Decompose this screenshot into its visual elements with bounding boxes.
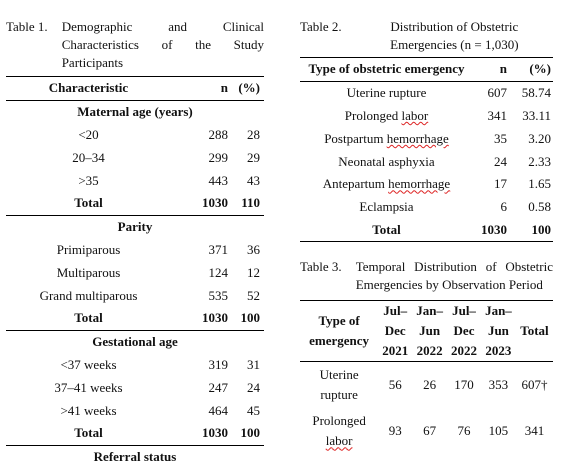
table2-row bbox=[300, 173, 553, 196]
table1-total-cell: 1030 bbox=[202, 310, 228, 326]
table3-row bbox=[300, 362, 553, 409]
table1-cell: 371 bbox=[208, 241, 228, 257]
table2 bbox=[300, 57, 553, 242]
table3-header-line: Type of bbox=[318, 313, 360, 329]
table2-type-word: Eclampsia bbox=[359, 199, 414, 215]
table2-n-cell: 24 bbox=[494, 153, 507, 169]
table1-cell: >41 weeks bbox=[60, 402, 117, 418]
table1-total-row bbox=[6, 422, 264, 445]
table3-header-line: Dec bbox=[384, 323, 406, 339]
table1-cell: 288 bbox=[208, 126, 228, 142]
table3-value-cell: 341 bbox=[524, 423, 545, 439]
table2-row bbox=[300, 150, 553, 173]
table3-value-cell: 93 bbox=[388, 423, 402, 439]
table1-cell: 299 bbox=[208, 149, 228, 165]
table1-section-heading-row bbox=[6, 445, 264, 468]
table2-total-cell: Total bbox=[372, 221, 401, 237]
table1-section-heading-row bbox=[6, 330, 264, 353]
table3-type-cell bbox=[300, 408, 378, 454]
table2-total-cell: 100 bbox=[531, 221, 551, 237]
table1-cell: <20 bbox=[78, 126, 99, 142]
table1-cell: Multiparous bbox=[56, 264, 121, 280]
table3-header-line: emergency bbox=[309, 333, 370, 349]
table1-cell: 43 bbox=[247, 172, 260, 188]
table3-title: Temporal Distribution of Obstetric Emergencies by Observation Period bbox=[355, 259, 553, 293]
table1-row bbox=[6, 146, 264, 169]
table2-row bbox=[300, 105, 553, 128]
table1-cell: 464 bbox=[208, 402, 228, 418]
table3-value-cell: 607† bbox=[521, 377, 548, 393]
table1-header-pct: (%) bbox=[238, 80, 260, 96]
table1-section-heading: Referral status bbox=[93, 449, 177, 465]
table1-body bbox=[6, 100, 264, 468]
table1-cell: 535 bbox=[208, 287, 228, 303]
table2-type-word: rupture bbox=[388, 85, 427, 101]
table2-total-cell: 1030 bbox=[481, 221, 507, 237]
table3-type-word: labor bbox=[325, 433, 353, 449]
table1-section-heading-row bbox=[6, 215, 264, 238]
table2-caption bbox=[300, 18, 553, 54]
table3-header-cell bbox=[300, 301, 378, 362]
table3-header-line: 2022 bbox=[416, 343, 443, 359]
table2-label: Table 2. bbox=[300, 19, 342, 34]
table3-header-cell bbox=[378, 301, 412, 362]
table3-value-cell: 67 bbox=[423, 423, 437, 439]
table2-type-cell bbox=[300, 196, 473, 219]
table1-label: Table 1. bbox=[6, 19, 48, 34]
table1 bbox=[6, 76, 264, 469]
table1-cell: 36 bbox=[247, 241, 260, 257]
table2-row bbox=[300, 196, 553, 219]
table3-value-cell: 56 bbox=[388, 377, 402, 393]
table1-caption bbox=[6, 18, 264, 72]
table3-value-cell: 170 bbox=[454, 377, 474, 393]
table3-value-cell: 353 bbox=[488, 377, 509, 393]
table1-row bbox=[6, 399, 264, 422]
table2-body bbox=[300, 81, 553, 242]
table1-section-heading: Gestational age bbox=[92, 334, 178, 350]
table3-label: Table 3. bbox=[300, 259, 342, 275]
table3-type-line: Uterine bbox=[319, 367, 359, 383]
table1-header-n: n bbox=[220, 80, 228, 96]
table2-type-word: Prolonged bbox=[344, 107, 399, 123]
table2-type-word: labor bbox=[401, 107, 429, 123]
table1-header-characteristic: Characteristic bbox=[48, 80, 129, 96]
table1-section-heading: Maternal age (years) bbox=[77, 104, 193, 120]
table3-type-line bbox=[300, 431, 378, 451]
table1-total-cell: 1030 bbox=[202, 425, 228, 441]
table3 bbox=[300, 300, 553, 454]
table3-value-cell: 76 bbox=[457, 423, 471, 439]
table1-total-row bbox=[6, 192, 264, 215]
table2-pct-cell: 58.74 bbox=[521, 85, 551, 101]
table3-header-line: 2022 bbox=[451, 343, 478, 359]
table3-header-line: Jul– bbox=[383, 303, 408, 319]
table2-type-word: Antepartum bbox=[322, 176, 385, 192]
table2-type-word: Postpartum bbox=[324, 130, 384, 146]
table3-header-line: Jul– bbox=[452, 303, 476, 319]
table3-header-line: Jun bbox=[487, 323, 509, 339]
table2-row bbox=[300, 127, 553, 150]
table1-title: Demographic and Clinical Characteristics of the Study Participants bbox=[61, 19, 264, 70]
table1-cell: Primiparous bbox=[56, 241, 121, 257]
table3-caption bbox=[300, 258, 553, 294]
table2-type-cell bbox=[300, 173, 473, 196]
table1-total-cell: 1030 bbox=[202, 195, 228, 211]
table3-body bbox=[300, 362, 553, 455]
table1-cell: 24 bbox=[247, 379, 260, 395]
table1-cell: 319 bbox=[208, 356, 228, 372]
table1-total-cell: 100 bbox=[240, 310, 260, 326]
table2-n-cell: 17 bbox=[494, 176, 507, 192]
table1-row bbox=[6, 169, 264, 192]
table2-pct-cell: 2.33 bbox=[528, 153, 551, 169]
table1-row bbox=[6, 376, 264, 399]
table1-cell: 28 bbox=[247, 126, 260, 142]
table1-row bbox=[6, 124, 264, 147]
table3-header-cell bbox=[447, 301, 481, 362]
table1-total-cell: 110 bbox=[241, 195, 260, 211]
table1-row bbox=[6, 261, 264, 284]
table3-type-line: rupture bbox=[320, 387, 358, 403]
table2-total-row bbox=[300, 219, 553, 242]
table3-type-cell bbox=[300, 362, 378, 409]
table3-header-line: Jun bbox=[419, 323, 441, 339]
table1-cell: 247 bbox=[208, 379, 228, 395]
table3-header-cell bbox=[516, 301, 553, 362]
table2-row bbox=[300, 81, 553, 104]
table1-row bbox=[6, 239, 264, 262]
table1-cell: 443 bbox=[208, 172, 228, 188]
right-column bbox=[300, 0, 553, 454]
table1-cell: 29 bbox=[247, 149, 260, 165]
table1-cell: <37 weeks bbox=[60, 356, 117, 372]
table2-n-cell: 6 bbox=[500, 199, 507, 215]
table2-header-type: Type of obstetric emergency bbox=[308, 61, 465, 77]
table2-type-cell bbox=[300, 150, 473, 173]
table3-value-cell: 105 bbox=[488, 423, 509, 439]
table2-type-word: hemorrhage bbox=[388, 176, 451, 192]
table3-value-cell: 26 bbox=[423, 377, 437, 393]
table1-cell: 31 bbox=[247, 356, 260, 372]
table1-total-row bbox=[6, 307, 264, 330]
table3-header-cell bbox=[412, 301, 447, 362]
table1-cell: 37–41 weeks bbox=[54, 379, 123, 395]
table3-type-line: Prolonged bbox=[312, 413, 366, 429]
table1-cell: >35 bbox=[78, 172, 99, 188]
table3-row bbox=[300, 408, 553, 454]
table3-header-line: Total bbox=[520, 323, 549, 339]
table1-cell: 12 bbox=[247, 264, 260, 280]
table3-header-line: 2021 bbox=[382, 343, 409, 359]
table2-type-cell bbox=[300, 81, 473, 104]
table2-title: Distribution of Obstetric Emergencies (n = 1,030) bbox=[390, 19, 519, 52]
table1-cell: Grand multiparous bbox=[39, 287, 138, 303]
table2-type-cell bbox=[300, 127, 473, 150]
table2-pct-cell: 3.20 bbox=[528, 130, 551, 146]
table3-header-cell bbox=[481, 301, 516, 362]
table1-total-cell: 100 bbox=[240, 425, 260, 441]
table1-row bbox=[6, 354, 264, 377]
table3-header-line: Dec bbox=[453, 323, 475, 339]
table1-total-cell: Total bbox=[74, 310, 103, 326]
table2-n-cell: 341 bbox=[487, 107, 507, 123]
table1-cell: 45 bbox=[247, 402, 260, 418]
table2-type-word: asphyxia bbox=[388, 153, 435, 169]
table1-cell: 124 bbox=[208, 264, 228, 280]
table3-header-row bbox=[300, 301, 553, 362]
table2-pct-cell: 0.58 bbox=[528, 199, 551, 215]
table1-cell: 52 bbox=[247, 287, 260, 303]
table2-pct-cell: 33.11 bbox=[522, 107, 551, 123]
table2-type-word: hemorrhage bbox=[386, 130, 449, 146]
table1-total-cell: Total bbox=[74, 195, 103, 211]
table1-cell: 20–34 bbox=[72, 149, 105, 165]
table2-type-cell bbox=[300, 105, 473, 128]
table1-row bbox=[6, 284, 264, 307]
table1-section-heading: Parity bbox=[117, 219, 153, 235]
table2-header-n: n bbox=[499, 61, 507, 77]
table2-n-cell: 35 bbox=[494, 130, 507, 146]
table1-total-cell: Total bbox=[74, 425, 103, 441]
table2-n-cell: 607 bbox=[487, 85, 507, 101]
table2-type-word: Neonatal bbox=[338, 153, 386, 169]
table3-header-line: Jan– bbox=[485, 303, 512, 319]
table3-header-line: 2023 bbox=[485, 343, 512, 359]
table2-type-word: Uterine bbox=[346, 85, 386, 101]
table2-header-pct: (%) bbox=[529, 61, 551, 77]
table1-section-heading-row bbox=[6, 100, 264, 123]
table2-pct-cell: 1.65 bbox=[528, 176, 551, 192]
table3-header-line: Jan– bbox=[416, 303, 443, 319]
table1-container bbox=[6, 0, 264, 469]
